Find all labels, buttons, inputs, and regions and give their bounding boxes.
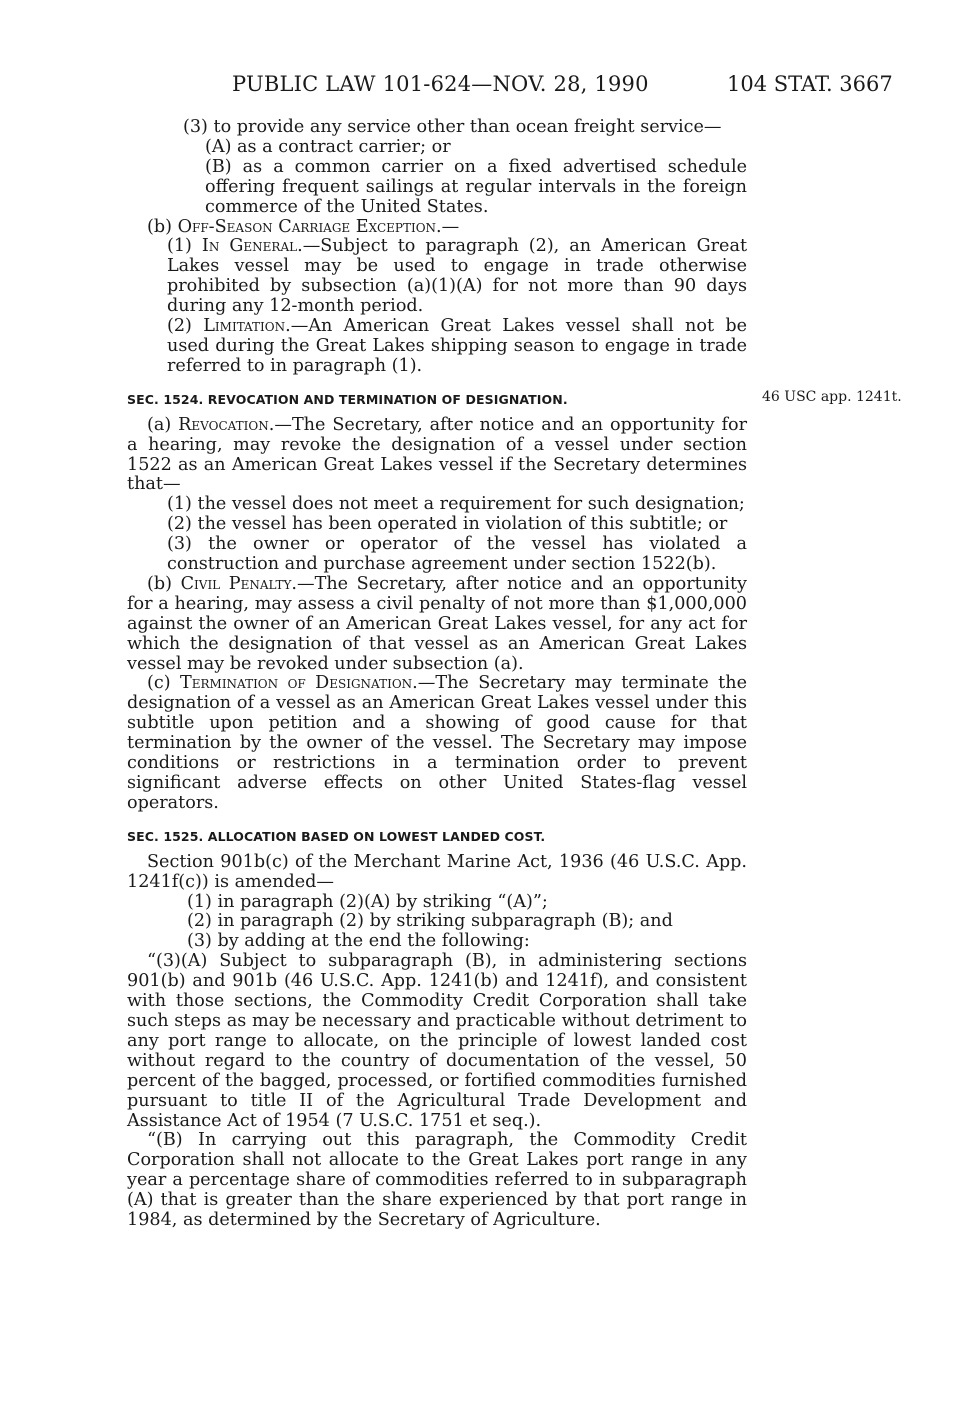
text: —The Secretary may terminate the designation of a vessel as an American Great Lakes vessel under this subtitle upon petition and a showing of good cause for that termination by the owner of the vessel. The Secretary may impose conditions or restrictions in a termination order to prevent significant adverse effects on other United States-flag vessel operators. — [127, 673, 747, 813]
para-s1: (1) in paragraph (2)(A) by striking “(A)”; — [187, 891, 548, 912]
dash: — — [441, 216, 460, 237]
label: (a) — [147, 414, 179, 435]
label: (b) — [147, 573, 181, 594]
subsection-b-penalty — [127, 575, 747, 675]
section-1525-heading: SEC. 1525. ALLOCATION BASED ON LOWEST LANDED COST. — [127, 828, 546, 844]
heading: Civil Penalty. — [180, 573, 298, 594]
para-a2: (2) the vessel has been operated in violation of this subtitle; or — [167, 514, 728, 535]
label: (1) — [167, 236, 202, 257]
section-1525-intro: Section 901b(c) of the Merchant Marine Act, 1936 (46 U.S.C. App. 1241f(c)) is amended— — [127, 851, 747, 892]
para-a1: (1) the vessel does not meet a requirement for such designation; — [167, 494, 745, 515]
quote-3a: “(3)(A) Subject to subparagraph (B), in administering sections 901(b) and 901b (46 U.S.C. App. 1241(b) and 1241f), and consistent with those sections, the Commodity Credit Corporation shall take such steps as may be necessary and practicable without detriment to any port range to allocate, on the principle of lowest landed cost without regard to the country of documentation of the vessel, 50 percent of the bagged, processed, or fortified commodities furnished pursuant to title II of the Agricultural Trade Development and Assistance Act of 1954 (7 U.S.C. 1751 et seq.). — [127, 951, 747, 1131]
quoted-amendment — [127, 952, 747, 1231]
subsection-c-termination — [127, 674, 747, 813]
text: —The Secretary, after notice and an opportunity for a hearing, may assess a civil penalty of not more than $1,000,000 against the owner of an American Great Lakes vessel, for any act for which the designation of that vessel as an American Great Lakes vessel may be revoked under subsection (a). — [127, 573, 748, 674]
para-s2: (2) in paragraph (2) by striking subparagraph (B); and — [187, 911, 673, 932]
subsection-b-offseason — [127, 218, 747, 238]
text: —The Secretary, after notice and an opportunity for a hearing, may revoke the designation of a vessel under section 1522 as an American Great Lakes vessel if the Secretary determines that— — [127, 414, 748, 495]
label: (b) — [147, 216, 178, 237]
para-a3: (3) the owner or operator of the vessel has violated a construction and purchase agreement under section 1522(b). — [167, 534, 747, 575]
subsection-a-revocation — [127, 416, 747, 496]
para-1-general — [127, 237, 747, 317]
heading: Termination of Designation. — [180, 673, 418, 694]
heading: Off-Season Carriage Exception. — [177, 216, 442, 237]
section-1524-heading: SEC. 1524. REVOCATION AND TERMINATION OF DESIGNATION. — [127, 391, 568, 407]
heading: Limitation. — [203, 316, 291, 337]
text: —Subject to paragraph (2), an American Great Lakes vessel may be used to engage in trade otherwise prohibited by subsection (a)(1)(A) for not more than 90 days during any 12-month period. — [167, 236, 748, 317]
page-header-stat: 104 STAT. 3667 — [727, 72, 893, 96]
document-body — [127, 118, 747, 1231]
para-b-common: (B) as a common carrier on a fixed advertised schedule offering frequent sailings at regular intervals in the foreign commerce of the United States. — [205, 156, 747, 217]
margin-citation: 46 USC app. 1241t. — [762, 389, 902, 405]
page-header-title: PUBLIC LAW 101-624—NOV. 28, 1990 — [232, 72, 649, 96]
label: (c) — [147, 673, 180, 694]
label: (2) — [167, 316, 204, 337]
heading: In General. — [201, 236, 303, 257]
para-2-limitation — [127, 317, 747, 377]
para-s3: (3) by adding at the end the following: — [187, 931, 530, 952]
quote-3b: “(B) In carrying out this paragraph, the Commodity Credit Corporation shall not allocate to the Great Lakes port range in any year a percentage share of commodities referred to in subparagraph (A) that is greater than the share experienced by that port range in 1984, as determined by the Secretary of Agriculture. — [127, 1130, 747, 1231]
para-a-contract: (A) as a contract carrier; or — [205, 136, 451, 157]
heading: Revocation. — [178, 414, 275, 435]
text: —An American Great Lakes vessel shall not be used during the Great Lakes shipping season to engage in trade referred to in paragraph (1). — [167, 316, 747, 376]
para-3-service: (3) to provide any service other than ocean freight service— — [183, 117, 722, 137]
